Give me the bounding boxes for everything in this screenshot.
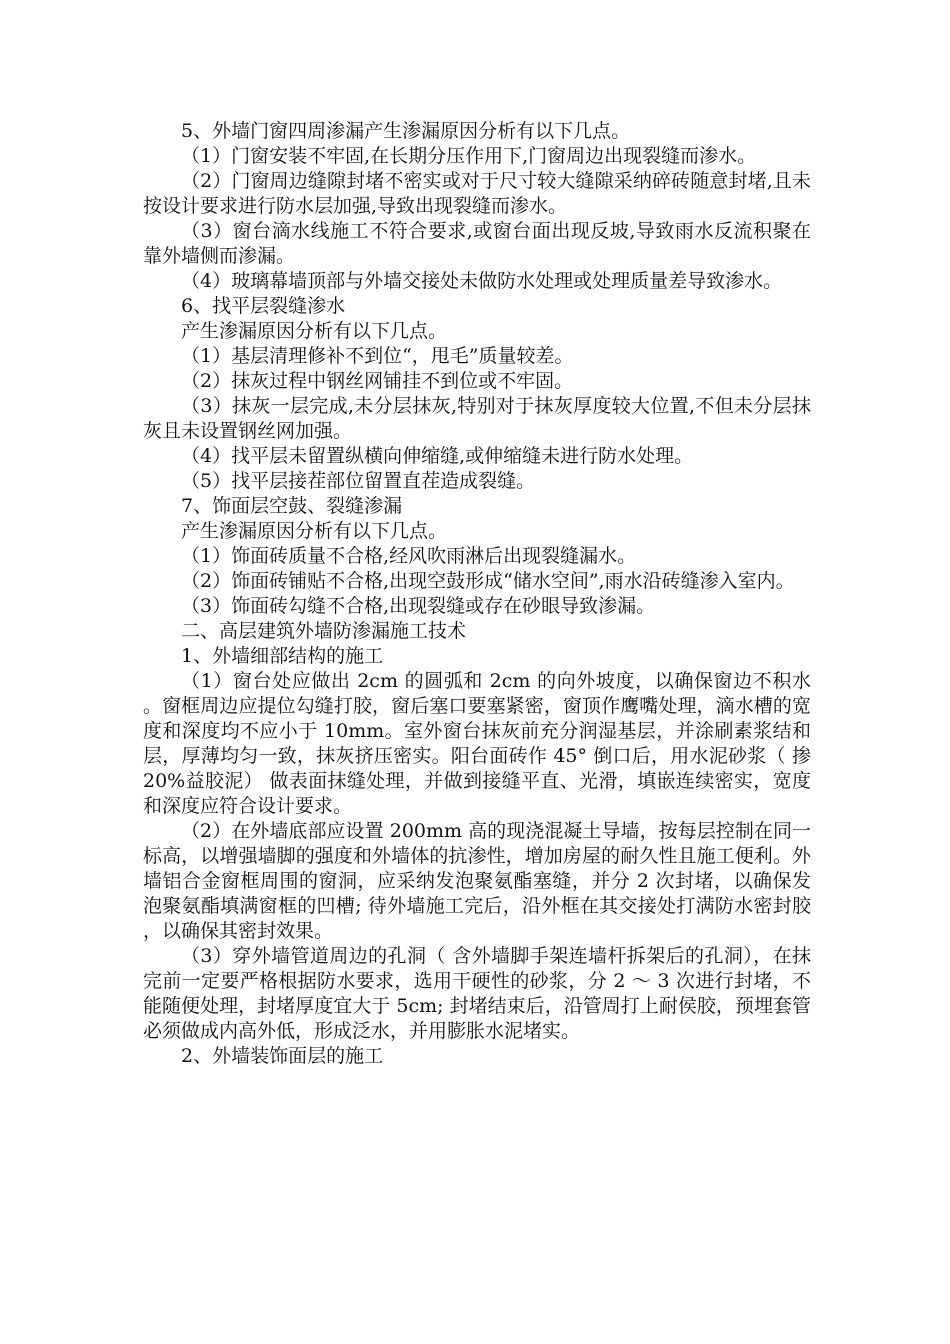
paragraph: （1）窗台处应做出 2cm 的圆弧和 2cm 的向外坡度，以确保窗边不积水。窗框周边应提位勾缝打胶，窗后塞口要塞紧密，窗顶作鹰嘴处理，滴水槽的宽度和深度均不应小于 10mm。室外窗台抹灰前充分润湿基层，并涂刷素浆结和层，厚薄均匀一致，抹灰挤压密实。阳台面砖作 45° 倒口后，用水泥砂浆（ 掺 20%益胶泥） 做表面抹缝处理，并做到接缝平直、光滑，填嵌连续密实，宽度和深度应符合设计要求。 [143, 670, 811, 817]
paragraph: （1）门窗安装不牢固,在长期分压作用下,门窗周边出现裂缝而渗水。 [181, 145, 757, 167]
subsection-heading-1: 1、外墙细部结构的施工 [181, 645, 384, 667]
paragraph: 产生渗漏原因分析有以下几点。 [181, 520, 448, 542]
paragraph: （2）在外墙底部应设置 200mm 高的现浇混凝土导墙，按每层控制在同一标高，以增强墙脚的强度和外墙体的抗渗性，增加房屋的耐久性且施工便利。外墙铝合金窗框周围的窗洞，应采纳发泡聚氨酯塞缝，并分 2 次封堵，以确保发泡聚氨酯填满窗框的凹槽; 待外墙施工完后，沿外框在其交接处打满防水密封胶，以确保其密封效果。 [143, 820, 811, 942]
paragraph: （4）找平层未留置纵横向伸缩缝,或伸缩缝未进行防水处理。 [181, 445, 694, 467]
paragraph: （3）窗台滴水线施工不符合要求,或窗台面出现反坡,导致雨水反流积聚在靠外墙侧而渗漏。 [143, 220, 811, 267]
paragraph: （1）基层清理修补不到位“，甩毛”质量较差。 [181, 345, 574, 367]
paragraph: （3）穿外墙管道周边的孔洞（ 含外墙脚手架连墙杆拆架后的孔洞），在抹完前一定要严格根据防水要求，选用干硬性的砂浆，分 2 ～ 3 次进行封堵，不能随便处理，封堵厚度宜大于 5cm; 封堵结束后，沿管周打上耐侯胶，预埋套管必须做成内高外低，形成泛水，并用膨胀水泥堵实。 [143, 945, 811, 1042]
paragraph: （2）饰面砖铺贴不合格,出现空鼓形成“储水空间”,雨水沿砖缝渗入室内。 [181, 570, 795, 592]
chapter-heading-2: 二、高层建筑外墙防渗漏施工技术 [181, 620, 467, 642]
paragraph: （5）找平层接茬部位留置直茬造成裂缝。 [181, 470, 536, 492]
paragraph: （1）饰面砖质量不合格,经风吹雨淋后出现裂缝漏水。 [181, 545, 637, 567]
paragraph: （3）抹灰一层完成,未分层抹灰,特别对于抹灰厚度较大位置,不但未分层抹灰且未设置钢丝网加强。 [143, 395, 811, 442]
paragraph: （2）门窗周边缝隙封堵不密实或对于尺寸较大缝隙采纳碎砖随意封堵,且未按设计要求进行防水层加强,导致出现裂缝而渗水。 [143, 170, 811, 217]
paragraph: （3）饰面砖勾缝不合格,出现裂缝或存在砂眼导致渗漏。 [181, 595, 656, 617]
section-heading-6: 6、找平层裂缝渗水 [181, 295, 346, 317]
section-heading-7: 7、饰面层空鼓、裂缝渗漏 [181, 495, 403, 517]
section-heading-5: 5、外墙门窗四周渗漏产生渗漏原因分析有以下几点。 [181, 120, 631, 142]
document-page [143, 119, 811, 1069]
paragraph: （4）玻璃幕墙顶部与外墙交接处未做防水处理或处理质量差导致渗水。 [181, 270, 783, 292]
paragraph: （2）抹灰过程中钢丝网铺挂不到位或不牢固。 [181, 370, 574, 392]
subsection-heading-2: 2、外墙装饰面层的施工 [181, 1045, 384, 1067]
paragraph: 产生渗漏原因分析有以下几点。 [181, 320, 448, 342]
